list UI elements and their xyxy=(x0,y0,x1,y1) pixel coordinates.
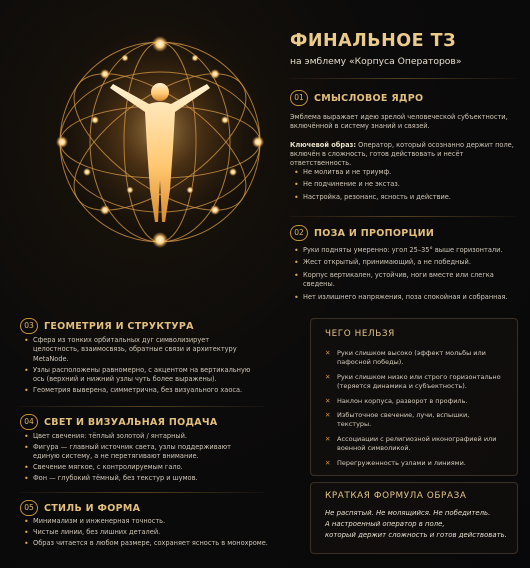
section-number: 04 xyxy=(20,414,38,430)
section-01-list xyxy=(292,168,512,205)
page-subtitle: на эмблему «Корпуса Операторов» xyxy=(290,56,462,67)
section-04-list xyxy=(22,432,252,485)
section-01-header xyxy=(290,90,423,106)
list-item: • Цвет свечения: тёплый золотой / янтарный. xyxy=(22,432,252,441)
dont-item: ✕ Руки слишком низко или строго горизонтально (теряется динамика и субъектность). xyxy=(325,373,505,391)
list-item: • Фон — глубокий тёмный, без текстур и шумов. xyxy=(22,474,252,483)
section-number: 01 xyxy=(290,90,308,106)
list-item: • Узлы расположены равномерно, с акцентом на вертикальную ось (верхний и нижний узлы чуть более выражены). xyxy=(22,366,257,385)
formula-text xyxy=(325,508,513,541)
section-02-list xyxy=(292,246,524,305)
divider xyxy=(20,406,265,407)
section-05-header xyxy=(20,500,140,516)
section-number: 03 xyxy=(20,318,38,334)
section-03-header xyxy=(20,318,194,334)
section-01-paragraph: Эмблема выражает идею зрелой человеческой субъектности, включённой в систему знаний и связей. xyxy=(290,113,508,131)
section-05-list xyxy=(22,517,272,550)
list-item: • Образ читается в любом размере, сохраняет ясность в монохроме. xyxy=(22,539,272,548)
dont-item: ✕ Ассоциации с религиозной иконографией или военной символикой. xyxy=(325,435,505,453)
orbital-sphere-operator-figure-icon xyxy=(35,20,285,270)
dont-item: ✕ Наклон корпуса, разворот в профиль. xyxy=(325,397,505,406)
list-item: • Руки подняты умеренно: угол 25–35° выше горизонтали. xyxy=(292,246,524,255)
dont-item: ✕ Руки слишком высоко (эффект мольбы или пафосной победы). xyxy=(325,349,505,367)
section-01-key-image xyxy=(290,141,520,169)
formula-box xyxy=(310,482,518,554)
divider xyxy=(290,216,515,217)
section-title: СВЕТ И ВИЗУАЛЬНАЯ ПОДАЧА xyxy=(44,416,218,428)
formula-title: КРАТКАЯ ФОРМУЛА ОБРАЗА xyxy=(325,491,467,501)
section-03-list xyxy=(22,336,257,397)
section-title: СТИЛЬ И ФОРМА xyxy=(44,502,141,514)
list-item: • Нет излишнего напряжения, поза спокойная и собранная. xyxy=(292,293,524,302)
dont-title: ЧЕГО НЕЛЬЗЯ xyxy=(325,329,395,339)
divider xyxy=(290,78,515,79)
section-02-header xyxy=(290,225,434,241)
list-item: • Корпус вертикален, устойчив, ноги вместе или слегка сведены. xyxy=(292,271,524,290)
key-image-text: Оператор, который осознанно держит поле, включён в сложность, готов действовать и несёт ответственность. xyxy=(290,141,514,168)
list-item: • Не молитва и не триумф. xyxy=(292,168,512,177)
list-item: • Чистые линии, без лишних деталей. xyxy=(22,528,272,537)
page-title: ФИНАЛЬНОЕ ТЗ xyxy=(290,31,457,51)
formula-line-2: А настроенный оператор в поле, xyxy=(325,520,445,528)
dont-list xyxy=(325,349,505,473)
dont-item: ✕ Избыточное свечение, лучи, вспышки, текстуры. xyxy=(325,411,505,429)
list-item: • Настройка, резонанс, ясность и действие. xyxy=(292,193,512,202)
list-item: • Сфера из тонких орбитальных дуг символизирует целостность, взаимосвязь, обратные связи и архитектуру MetaNode. xyxy=(22,336,257,364)
list-item: • Не подчинение и не экстаз. xyxy=(292,180,512,189)
divider xyxy=(20,492,265,493)
section-title: ПОЗА И ПРОПОРЦИИ xyxy=(314,227,435,239)
key-image-label: Ключевой образ: xyxy=(290,141,357,149)
section-number: 05 xyxy=(20,500,38,516)
section-title: СМЫСЛОВОЕ ЯДРО xyxy=(314,92,424,104)
dont-item: ✕ Перегруженность узлами и линиями. xyxy=(325,459,505,468)
section-number: 02 xyxy=(290,225,308,241)
formula-line-3: который держит сложность и готов действовать. xyxy=(325,531,507,539)
list-item: • Фигура — главный источник света, узлы поддерживают единую систему, а не перетягивают внимание. xyxy=(22,443,252,462)
list-item: • Минимализм и инженерная точность. xyxy=(22,517,272,526)
list-item: • Жест открытый, принимающий, а не победный. xyxy=(292,258,524,267)
emblem xyxy=(35,20,285,270)
section-04-header xyxy=(20,414,218,430)
list-item: • Свечение мягкое, с контролируемым гало. xyxy=(22,463,252,472)
list-item: • Геометрия выверена, симметрична, без визуального хаоса. xyxy=(22,386,257,395)
section-title: ГЕОМЕТРИЯ И СТРУКТУРА xyxy=(44,320,194,332)
dont-box xyxy=(310,318,518,476)
formula-line-1: Не распятый. Не молящийся. Не победитель. xyxy=(325,509,491,517)
